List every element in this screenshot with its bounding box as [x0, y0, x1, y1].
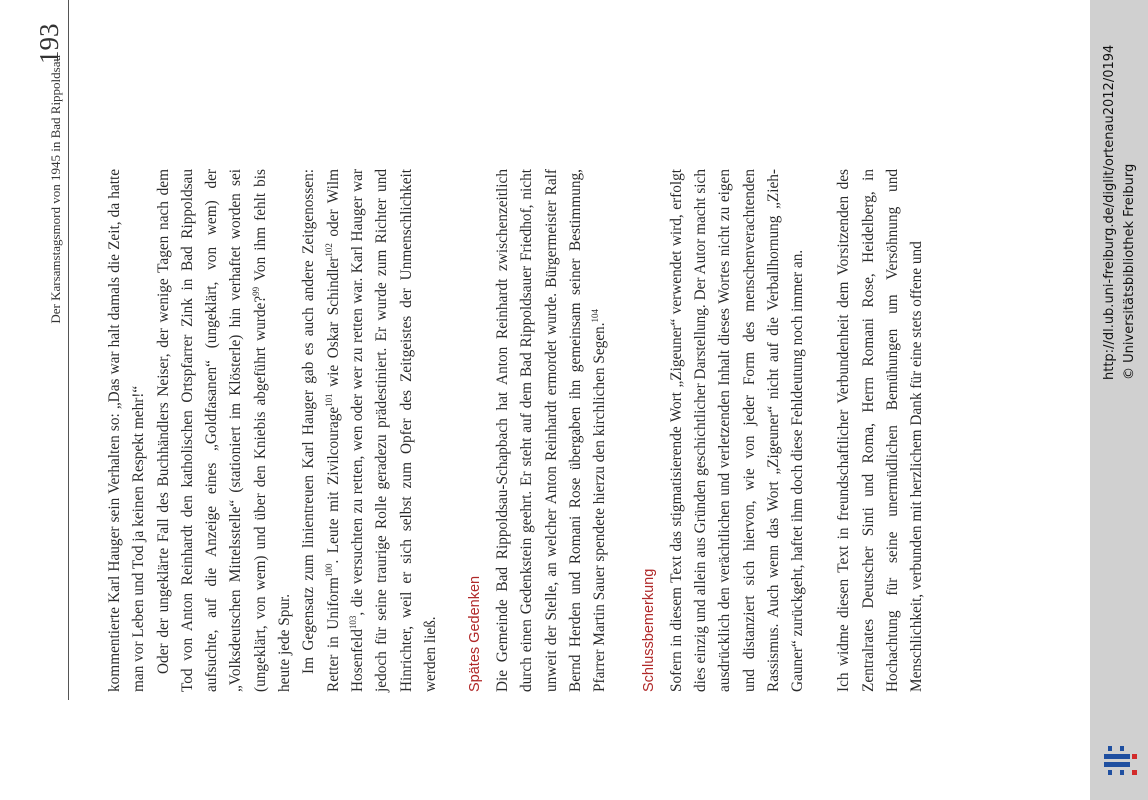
footnote-ref[interactable]: 100	[323, 563, 334, 578]
footnote-ref[interactable]: 101	[323, 393, 334, 407]
paragraph-text: , die versuchten zu retten, wen oder wer zu retten war. Karl Hauger war jedoch für seine traurige Rolle geradezu prädestiniert. Er wurde zum Richter und Hinrichter, weil er sich selbst zum Opfer des Zeitgeistes der Unmenschlichkeit werden ließ.	[348, 169, 439, 692]
paragraph-text: oder Wilm Hosenfeld	[324, 169, 366, 692]
paragraph	[665, 169, 811, 692]
paragraph	[103, 169, 152, 692]
running-title: Der Karsamstagsmord von 1945 in Bad Rippoldsau	[48, 55, 63, 324]
paragraph	[297, 169, 443, 692]
header-rule	[68, 0, 69, 700]
paragraph-text: Sofern in diesem Text das stigmatisierende Wort „Zigeuner“ verwendet wird, erfolgt dies einzig und allein aus Gründen geschichtlicher Darstellung. Der Autor macht sich ausdrücklich den verächtlichen und verletzenden Inhalt dieses Wortes nicht zu eigen und distanziert sich hiervon, wie von jeder Form des menschenverachtenden Rassismus. Auch wenn das Wort „Zigeuner“ nicht auf die Verballhornung „Zieh-Gauner“ zurückgeht, haftet ihm doch diese Fehldeutung noch immer an.	[667, 169, 807, 692]
body-text	[103, 169, 930, 692]
library-sidebar	[1090, 0, 1148, 800]
paragraph-text: . Leute mit Zivilcourage	[324, 406, 342, 564]
logo-bar	[1104, 754, 1130, 759]
paragraph-text: Oder der ungeklärte Fall des Buchhändlers Neiser, der wenige Tagen nach dem Tod von Anton Reinhardt den katholischen Ortspfarrer Zink in Bad Rippoldsau aufsuchte, auf die Anzeige eines „Goldfasanen“ (ungeklärt, von wem) der „Volksdeutschen Mittelsstelle“ (stationiert im Klösterle) hin verhaftet worden sei (ungeklärt, von wem) und über den Kniebis abgeführt wurde?	[154, 169, 269, 692]
university-logo-icon	[1098, 738, 1142, 786]
logo-bar	[1108, 746, 1112, 751]
logo-bar	[1108, 770, 1112, 775]
footnote-ref[interactable]: 99	[250, 286, 261, 296]
logo-bar	[1120, 746, 1124, 751]
footnote-ref[interactable]: 103	[347, 615, 358, 630]
paragraph-text: Im Gegensatz zum linientreuen Karl Hauger gab es auch andere Zeitgenossen: Retter in Uniform	[300, 169, 342, 692]
copyright-notice: © Universitätsbibliothek Freiburg	[1122, 163, 1137, 380]
paragraph	[152, 169, 298, 692]
paragraph	[832, 169, 929, 692]
footnote-ref[interactable]: 104	[590, 308, 601, 323]
paragraph-text: Ich widme diesen Text in freundschaftlicher Verbundenheit dem Vorsitzenden des Zentralrates Deutscher Sinti und Roma, Herrn Romani Rose, Heidelberg, in Hochachtung für seine unermüdlichen Bemühungen um Versöhnung und Menschlichkeit, verbunden mit herzlichem Dank für eine stets offene und	[835, 169, 926, 692]
paragraph-text: kommentierte Karl Hauger sein Verhalten so: „Das war halt damals die Zeit, da hatte man vor Leben und Tod ja keinen Respekt mehr!“	[106, 169, 148, 692]
section-heading-schlussbemerkung: Schlussbemerkung	[640, 568, 657, 692]
page-number: 193	[34, 23, 64, 64]
logo-bar	[1104, 762, 1130, 767]
footnote-ref[interactable]: 102	[323, 243, 334, 257]
section-heading-spaetes-gedenken: Spätes Gedenken	[467, 575, 484, 692]
paragraph-text: wie Oskar Schindler	[324, 256, 342, 394]
paragraph-gap	[810, 169, 832, 692]
source-url-link[interactable]: http://dl.ub.uni-freiburg.de/diglit/ortenau2012/0194	[1102, 44, 1117, 380]
paragraph-text: Die Gemeinde Bad Rippoldsau-Schapbach hat Anton Reinhardt zwischenzeitlich durch einen Gedenkstein geehrt. Er steht auf dem Bad Rippoldsauer Friedhof, nicht unweit der Stelle, an welcher Anton Reinhardt ermordet wurde. Bürgermeister Ralf Bernd Herden und Romani Rose übergaben ihn gemeinsam seiner Bestimmung, Pfarrer Martin Sauer spendete hierzu den kirchlichen Segen.	[494, 169, 609, 692]
paragraph	[491, 169, 612, 692]
logo-bar	[1120, 770, 1124, 775]
paragraph-text: Von ihm fehlt bis heute jede Spur.	[251, 169, 294, 692]
logo-bar	[1132, 770, 1137, 775]
logo-bar	[1132, 754, 1137, 759]
